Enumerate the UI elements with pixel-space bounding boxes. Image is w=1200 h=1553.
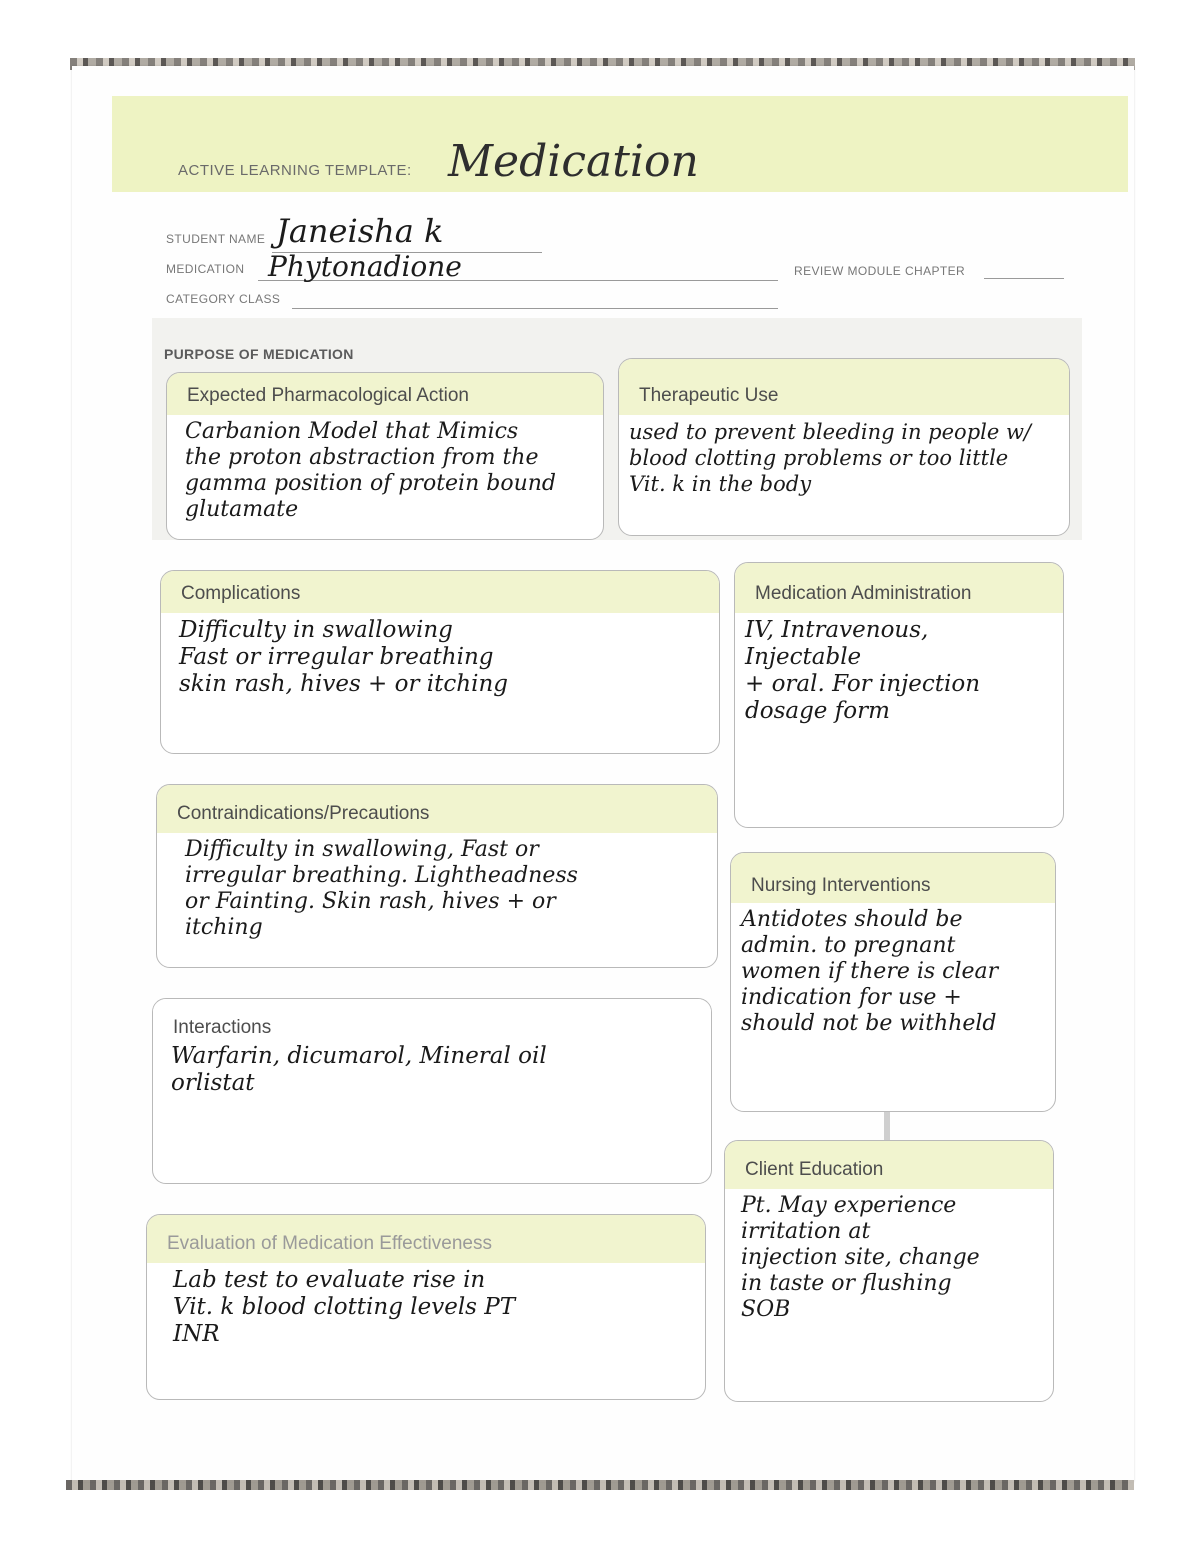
evaluation-text: Lab test to evaluate rise in Vit. k blood clotting levels PT INR <box>173 1267 516 1347</box>
client-education-box <box>724 1140 1054 1402</box>
review-module-label: REVIEW MODULE CHAPTER <box>794 264 966 278</box>
category-class-label: CATEGORY CLASS <box>166 292 281 306</box>
contraindications-title: Contraindications/Precautions <box>157 785 717 833</box>
evaluation-box <box>146 1214 706 1400</box>
review-module-line <box>984 278 1064 279</box>
complications-title: Complications <box>161 571 719 613</box>
purpose-label: PURPOSE OF MEDICATION <box>164 346 354 362</box>
nursing-interventions-text: Antidotes should be admin. to pregnant women if there is clear indication for use + should not be withheld <box>741 907 999 1036</box>
nursing-interventions-box <box>730 852 1056 1112</box>
template-label: ACTIVE LEARNING TEMPLATE: <box>178 162 412 179</box>
administration-box <box>734 562 1064 828</box>
expected-action-title: Expected Pharmacological Action <box>167 373 603 415</box>
contraindications-box <box>156 784 718 968</box>
box-connector <box>884 1112 890 1142</box>
complications-box <box>160 570 720 754</box>
administration-text: IV, Intravenous, Injectable + oral. For injection dosage form <box>745 617 981 724</box>
therapeutic-use-text: used to prevent bleeding in people w/ blood clotting problems or too little Vit. k in the body <box>629 420 1032 496</box>
countertop-edge-bottom <box>66 1480 1134 1490</box>
template-title: Medication <box>448 136 699 187</box>
therapeutic-use-box <box>618 358 1070 536</box>
nursing-interventions-title: Nursing Interventions <box>731 853 1055 903</box>
medication-value: Phytonadione <box>268 250 462 283</box>
student-name-label: STUDENT NAME <box>166 232 266 246</box>
client-education-text: Pt. May experience irritation at injection site, change in taste or flushing SOB <box>741 1193 980 1322</box>
category-class-line <box>292 308 778 309</box>
expected-action-box <box>166 372 604 540</box>
expected-action-text: Carbanion Model that Mimics the proton abstraction from the gamma position of protein bound glutamate <box>185 419 557 522</box>
administration-title: Medication Administration <box>735 563 1063 613</box>
interactions-title: Interactions <box>153 999 711 1039</box>
client-education-title: Client Education <box>725 1141 1053 1189</box>
interactions-box <box>152 998 712 1184</box>
evaluation-title: Evaluation of Medication Effectiveness <box>147 1215 705 1263</box>
therapeutic-use-title: Therapeutic Use <box>619 359 1069 415</box>
interactions-text: Warfarin, dicumarol, Mineral oil orlistat <box>171 1043 547 1096</box>
complications-text: Difficulty in swallowing Fast or irregular breathing skin rash, hives + or itching <box>179 617 508 697</box>
contraindications-text: Difficulty in swallowing, Fast or irregular breathing. Lightheadness or Fainting. Skin rash, hives + or itching <box>185 837 578 940</box>
student-name-value: Janeisha k <box>276 212 444 250</box>
medication-label: MEDICATION <box>166 262 245 276</box>
